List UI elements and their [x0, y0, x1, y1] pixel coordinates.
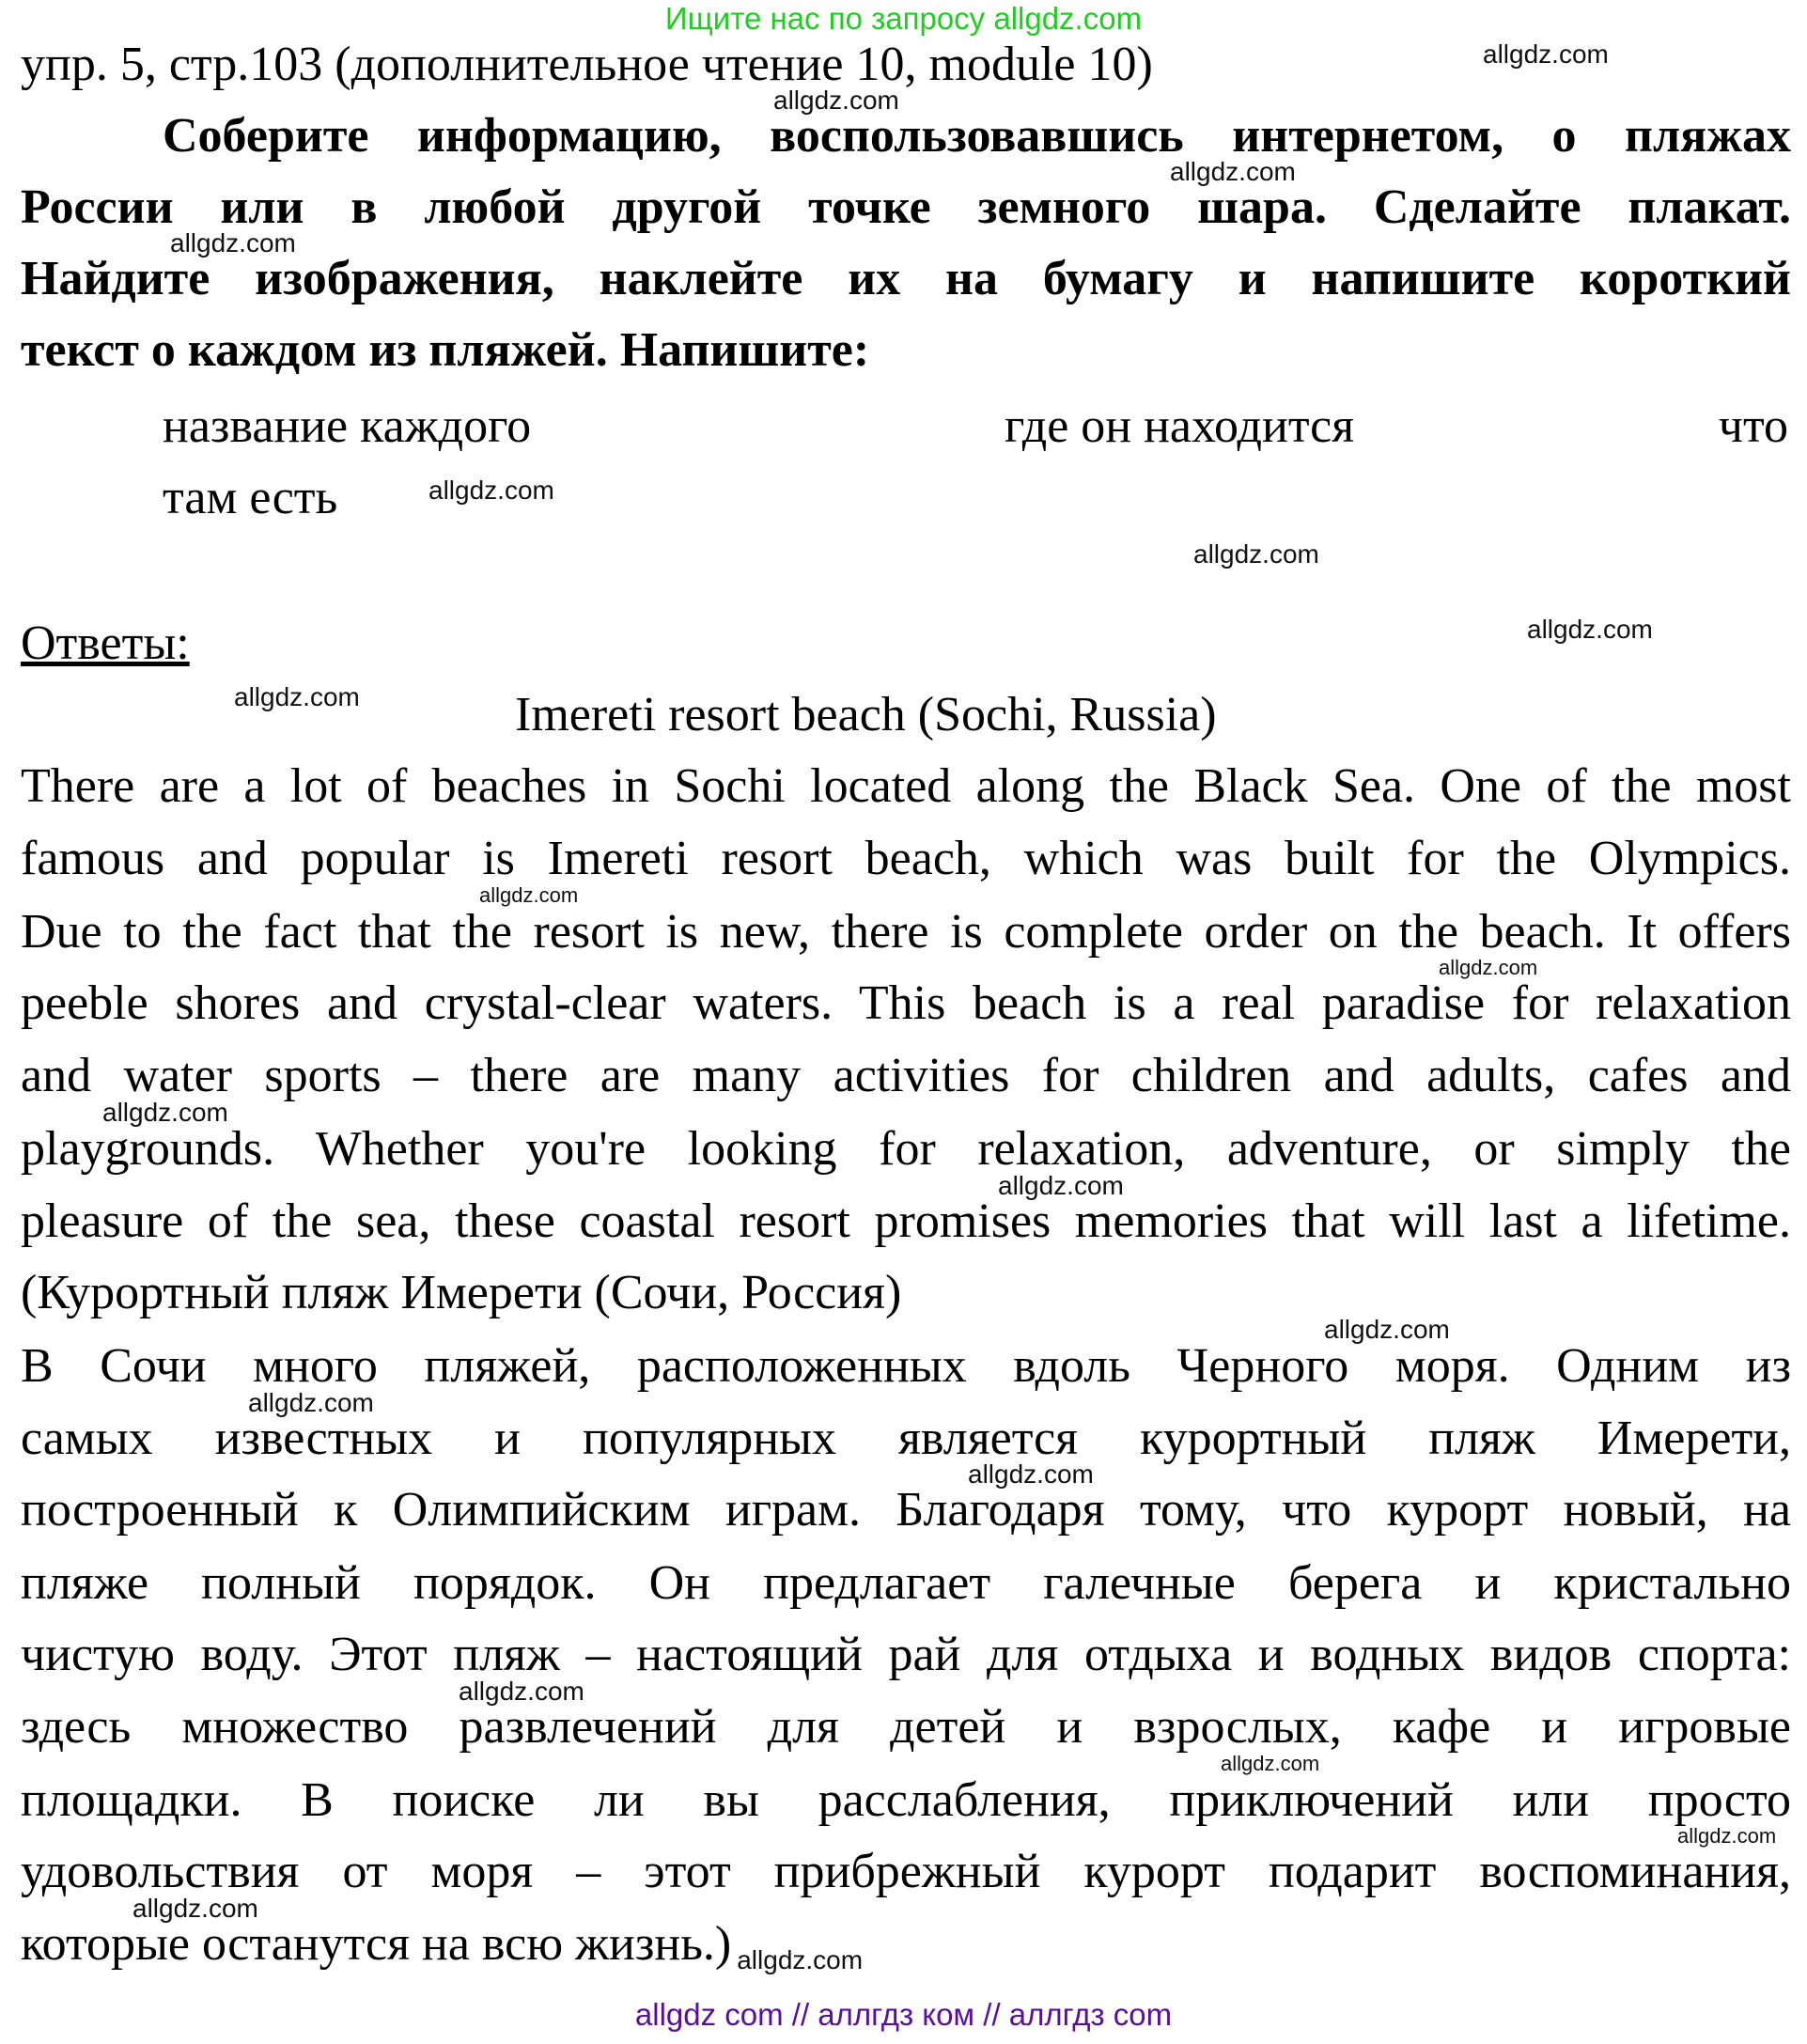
- russian-line: удовольствия от моря – этот прибрежный курорт подарит воспоминания,: [21, 1845, 1791, 1898]
- watermark: allgdz.com: [132, 1894, 258, 1923]
- watermark: allgdz.com: [1439, 956, 1538, 979]
- russian-line: которые останутся на всю жизнь.): [21, 1917, 732, 1971]
- task-line: Соберите информацию, воспользовавшись интернетом, о пляжах: [163, 109, 1791, 163]
- watermark: allgdz.com: [1483, 39, 1609, 69]
- english-line: playgrounds. Whether you're looking for relaxation, adventure, or simply the: [21, 1122, 1791, 1176]
- task-line: России или в любой другой точке земного шара. Сделайте плакат.: [21, 180, 1791, 234]
- watermark: allgdz.com: [248, 1388, 374, 1417]
- watermark: allgdz.com: [1677, 1824, 1777, 1848]
- watermark: allgdz.com: [428, 476, 554, 505]
- russian-line: построенный к Олимпийским играм. Благодаря тому, что курорт новый, на: [21, 1483, 1791, 1537]
- exercise-title: упр. 5, стр.103 (дополнительное чтение 10, module 10): [21, 38, 1153, 91]
- russian-line: самых известных и популярных является курортный пляж Имерети,: [21, 1412, 1791, 1465]
- english-line: There are a lot of beaches in Sochi located along the Black Sea. One of the most: [21, 759, 1791, 813]
- watermark: allgdz.com: [1193, 539, 1319, 569]
- watermark: allgdz.com: [1221, 1752, 1320, 1775]
- task-item-features: что: [1718, 399, 1788, 453]
- watermark: allgdz.com: [459, 1677, 584, 1706]
- russian-last-line: [21, 1917, 864, 1974]
- english-line: and water sports – there are many activities for children and adults, cafes and: [21, 1049, 1791, 1102]
- russian-line: здесь множество развлечений для детей и взрослых, кафе и игровые: [21, 1700, 1791, 1754]
- russian-title: (Курортный пляж Имерети (Сочи, Россия): [21, 1266, 902, 1319]
- search-banner: Ищите нас по запросу allgdz.com: [664, 1, 1143, 36]
- watermark: allgdz.com: [998, 1171, 1124, 1200]
- russian-line: чистую воду. Этот пляж – настоящий рай для отдыха и водных видов спорта:: [21, 1628, 1791, 1681]
- english-line: peeble shores and crystal-clear waters. This beach is a real paradise for relaxation: [21, 976, 1791, 1030]
- task-item-location: где он находится: [1005, 399, 1355, 453]
- footer-links[interactable]: allgdz com // аллгдз ком // аллгдз com: [634, 1997, 1173, 2032]
- watermark: allgdz.com: [737, 1945, 864, 1974]
- watermark: allgdz.com: [773, 86, 899, 115]
- answers-label: Ответы:: [21, 616, 190, 670]
- watermark: allgdz.com: [102, 1098, 228, 1127]
- watermark: allgdz.com: [170, 228, 296, 257]
- english-line: famous and popular is Imereti resort beach, which was built for the Olympics.: [21, 832, 1791, 885]
- english-line: Due to the fact that the resort is new, there is complete order on the beach. It offers: [21, 905, 1791, 959]
- task-line: текст о каждом из пляжей. Напишите:: [21, 323, 870, 377]
- task-item-features-cont: там есть: [163, 471, 338, 524]
- task-item-name: название каждого: [163, 399, 532, 453]
- watermark: allgdz.com: [234, 682, 360, 711]
- watermark: allgdz.com: [1324, 1315, 1450, 1344]
- watermark: allgdz.com: [1170, 157, 1296, 186]
- watermark: allgdz.com: [479, 883, 579, 907]
- russian-line: площадки. В поиске ли вы расслабления, приключений или просто: [21, 1773, 1791, 1827]
- watermark: allgdz.com: [1527, 615, 1653, 644]
- russian-line: пляже полный порядок. Он предлагает галечные берега и кристально: [21, 1556, 1791, 1610]
- task-line: Найдите изображения, наклейте их на бумагу и напишите короткий: [21, 252, 1791, 305]
- english-line: pleasure of the sea, these coastal resort promises memories that will last a lifetime.: [21, 1194, 1791, 1248]
- english-title: Imereti resort beach (Sochi, Russia): [515, 688, 1217, 741]
- russian-line: В Сочи много пляжей, расположенных вдоль Черного моря. Одним из: [21, 1339, 1791, 1393]
- watermark: allgdz.com: [968, 1459, 1094, 1489]
